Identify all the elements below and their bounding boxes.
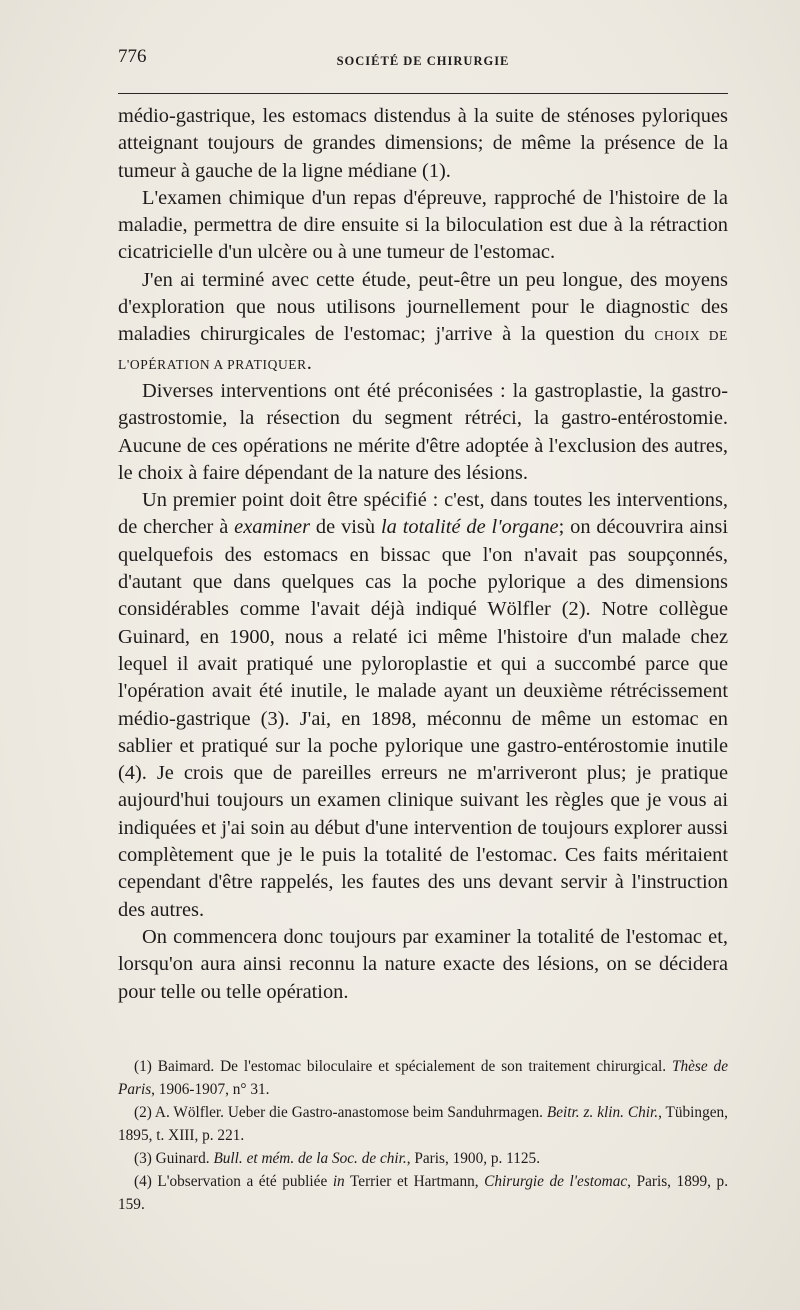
text-run: Un premier point doit être spécifié : c'est, dans toutes les interventions, de chercher à	[118, 489, 728, 539]
footnotes	[118, 1055, 728, 1216]
page-header	[118, 46, 728, 76]
text-run: (2) A. Wölfler. Ueber die Gastro-anastomose beim Sanduhrmagen.	[134, 1104, 547, 1121]
page-number: 776	[118, 46, 147, 67]
paragraph	[118, 378, 728, 487]
text-run: , 1906-1907, n° 31.	[151, 1081, 270, 1098]
italic-text: examiner	[234, 516, 311, 539]
paragraph	[118, 103, 728, 185]
text-run: Terrier et Hartmann,	[344, 1173, 485, 1190]
text-run: Diverses interventions ont été préconisées : la gastroplastie, la gastro-gastrostomie, la résection du segment rétréci, la gastro-entérostomie. Aucune de ces opérations ne mérite d'être adoptée à l'exclusion des autres, le choix à faire dépendant de la nature des lésions.	[118, 379, 728, 484]
text-run: , Paris, 1899, p. 159.	[118, 1173, 729, 1213]
italic-text: Thèse de Paris	[118, 1058, 728, 1098]
text-run: L'examen chimique d'un repas d'épreuve, rapproché de l'histoire de la maladie, permettra de dire ensuite si la biloculation est due à la rétraction cicatricielle d'un ulcère ou à une tumeur de l'estomac.	[118, 186, 728, 264]
text-run: (1) Baimard. De l'estomac biloculaire et spécialement de son traitement chirurgical.	[134, 1058, 672, 1075]
paragraph	[118, 185, 728, 267]
text-run: ; on découvrira ainsi quelquefois des estomacs en bissac que l'on n'avait pas soupçonnés, d'autant que dans quelques cas la poche pylorique a des dimensions considérables comme l'avait déjà indiqué Wölfler (2). Notre collègue Guinard, en 1900, nous a relaté ici même l'histoire d'un malade chez lequel il avait pratiqué une pyloroplastie et qui a succombé parce que l'opération avait été inutile, le malade ayant un deuxième rétrécissement médio-gastrique (3). J'ai, en 1898, méconnu de même un estomac en sablier et pratiqué sur la poche pylorique une gastro-entérostomie inutile (4). Je crois que de pareilles erreurs ne m'arriveront plus; je pratique aujourd'hui toujours un examen clinique suivant les règles que je vous ai indiquées et j'ai soin au début d'une intervention de toujours explorer aussi complètement que je le puis la totalité de l'estomac. Ces faits méritaient cependant d'être rappelés, les fautes des uns devant servir à l'instruction des autres.	[118, 516, 729, 921]
text-run: , Paris, 1900, p. 1125.	[406, 1150, 541, 1167]
italic-text: Beitr. z. klin. Chir.	[546, 1104, 659, 1121]
body-text	[118, 103, 728, 1006]
italic-text: in	[332, 1173, 345, 1190]
header-rule	[118, 93, 728, 94]
text-run: , Tübingen, 1895, t. XIII, p. 221.	[118, 1104, 728, 1144]
italic-text: Chirurgie de l'estomac	[484, 1173, 628, 1190]
italic-text: Bull. et mém. de la Soc. de chir.	[213, 1150, 407, 1167]
text-run: On commencera donc toujours par examiner la totalité de l'estomac et, lorsqu'on aura ainsi reconnu la nature exacte des lésions, on se décidera pour telle ou telle opération.	[118, 925, 728, 1003]
footnote	[118, 1147, 728, 1170]
footnote	[118, 1055, 728, 1101]
text-run: J'en ai terminé avec cette étude, peut-être un peu longue, des moyens d'exploration que nous utilisons journellement pour le diagnostic des maladies chirurgicales de l'estomac; j'arrive à la question du	[118, 268, 728, 346]
paragraph	[118, 487, 728, 924]
text-run: (3) Guinard.	[134, 1150, 214, 1167]
text-run: (4) L'observation a été publiée	[134, 1173, 333, 1190]
italic-text: la totalité de l'organe	[380, 516, 559, 539]
small-caps-text: CHOIX DE L'OPÉRATION A PRATIQUER	[118, 328, 728, 372]
footnote	[118, 1170, 728, 1216]
text-run: médio-gastrique, les estomacs distendus à la suite de sténoses pyloriques atteignant toujours de grandes dimensions; de même la présence de la tumeur à gauche de la ligne médiane (1).	[118, 105, 728, 182]
text-run: de visù	[310, 516, 381, 539]
paragraph	[118, 267, 728, 378]
running-title: SOCIÉTÉ DE CHIRURGIE	[336, 54, 510, 68]
paragraph	[118, 924, 728, 1006]
text-run: .	[306, 351, 312, 374]
footnote	[118, 1101, 728, 1147]
